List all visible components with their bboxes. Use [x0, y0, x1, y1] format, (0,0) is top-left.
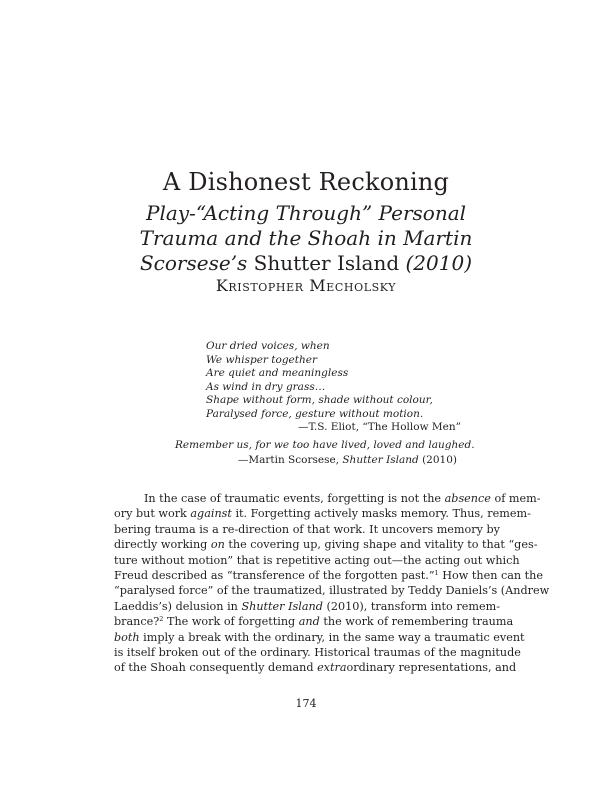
film-title: Shutter Island [241, 599, 323, 613]
attribution-year: (2010) [422, 454, 457, 466]
subtitle-line-1: Play-“Acting Through” Personal [145, 201, 467, 225]
body-line [114, 506, 531, 521]
body-line [114, 491, 541, 506]
text: How then can the [442, 568, 543, 582]
text: brance? [114, 615, 160, 629]
text: Laeddis’s) delusion in [114, 599, 238, 613]
footnote-marker[interactable]: 1 [434, 568, 439, 577]
text: ordinary representations, and [346, 661, 517, 675]
text: imply a break with the ordinary, in the same way a traumatic event [143, 630, 525, 644]
page-number: 174 [295, 697, 317, 710]
subtitle-line-3-name: Scorsese’s [139, 251, 248, 275]
body-line: bering trauma is a re-direction of that work. It uncovers memory by [114, 522, 500, 536]
chapter-title: A Dishonest Reckoning [162, 168, 450, 196]
subtitle-line-2: Trauma and the Shoah in Martin [139, 226, 473, 250]
author-name: Kristopher Mecholsky [215, 276, 397, 295]
epigraph-quote-text: Remember us, for we too have lived, loved and laughed. [175, 439, 475, 451]
text: the covering up, giving shape and vitality to that “ges- [228, 538, 538, 552]
poem-line: Our dried voices, when [206, 340, 330, 352]
text: the work of remembering trauma [323, 615, 514, 629]
epigraph-quote-attribution [175, 453, 457, 468]
emphasis: absence [444, 492, 491, 505]
text: it. Forgetting actively masks memory. Thus, remem- [235, 507, 531, 521]
poem-line: As wind in dry grass… [206, 380, 326, 393]
text: In the case of traumatic events, forgetting is not the [144, 492, 442, 505]
subtitle-year: (2010) [405, 251, 473, 275]
text: of the Shoah consequently demand [114, 661, 314, 675]
poem-line: We whisper together [206, 353, 317, 366]
body-line [114, 660, 517, 675]
body-line [114, 537, 538, 552]
body-line: is itself broken out of the ordinary. Historical traumas of the magnitude [114, 645, 521, 659]
epigraph-poem [206, 340, 461, 435]
body-line [114, 599, 500, 614]
epigraph-quote [175, 438, 475, 468]
emphasis: both [114, 630, 140, 644]
attribution-prefix: —Martin Scorsese, [237, 454, 340, 466]
text: Freud described as “transference of the forgotten past.” [114, 568, 435, 582]
poem-line: Are quiet and meaningless [206, 367, 349, 379]
body-line: ture without motion” that is repetitive acting out—the acting out which [114, 553, 520, 567]
body-line [114, 568, 543, 583]
text: (2010), transform into remem- [326, 599, 500, 613]
subtitle-film-title: Shutter Island [253, 251, 400, 275]
body-line [114, 630, 525, 645]
poem-line: Shape without form, shade without colour, [206, 394, 433, 406]
emphasis: on [210, 538, 225, 552]
chapter-subtitle [0, 201, 612, 276]
attribution-film-title: Shutter Island [342, 454, 419, 466]
poem-line: Paralysed force, gesture without motion. [206, 407, 424, 420]
text: The work of forgetting [166, 615, 296, 629]
text: directly working [114, 538, 208, 552]
text: ory but work [114, 507, 187, 521]
emphasis: against [190, 507, 232, 521]
text: of mem- [494, 492, 541, 505]
body-line [114, 614, 514, 629]
emphasis: and [298, 615, 320, 629]
body-paragraph [114, 491, 550, 676]
poem-attribution: —T.S. Eliot, “The Hollow Men” [297, 421, 461, 433]
footnote-marker[interactable]: 2 [159, 615, 164, 624]
emphasis: extra [317, 661, 347, 675]
body-line: “paralysed force” of the traumatized, illustrated by Teddy Daniels’s (Andrew [114, 584, 550, 598]
